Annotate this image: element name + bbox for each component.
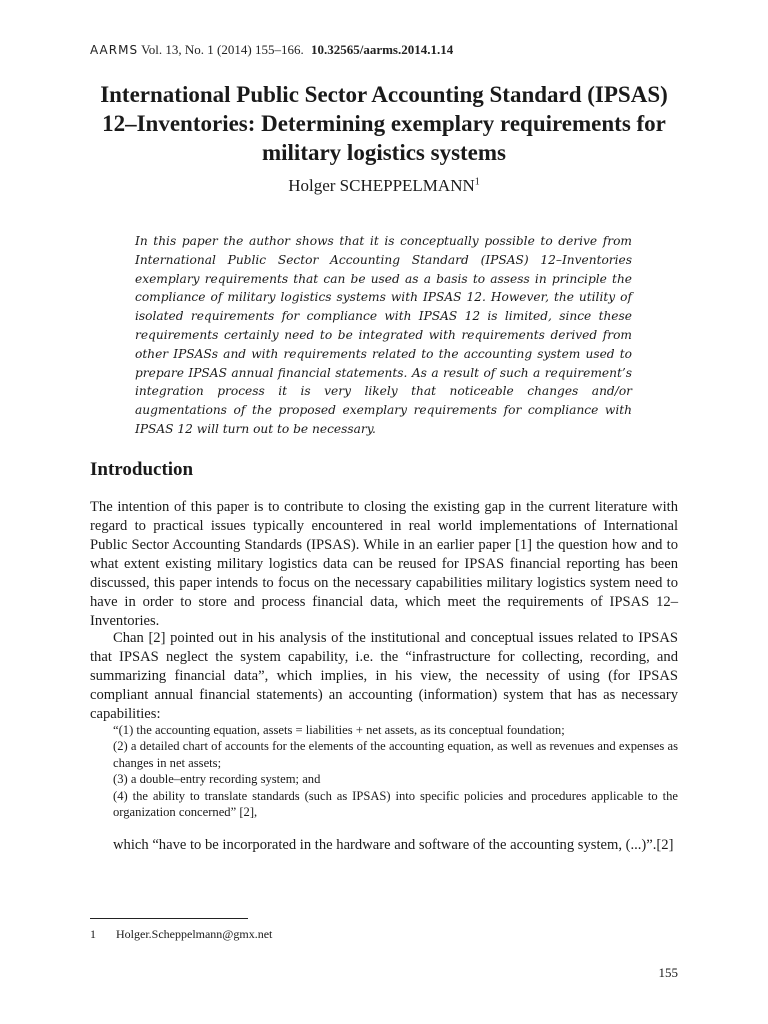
paper-title: International Public Sector Accounting Standard (IPSAS) 12–Inventories: Determining exemplary requirements for military logistics systems	[100, 82, 668, 165]
page-number: 155	[658, 965, 678, 980]
list-item: (4) the ability to translate standards (such as IPSAS) into specific policies and procedures applicable to the organization concerned” [2],	[113, 788, 678, 820]
list-item: (2) a detailed chart of accounts for the elements of the accounting equation, as well as revenues and expenses as changes in net assets;	[113, 739, 678, 770]
list-item: (3) a double–entry recording system; and	[113, 772, 321, 787]
footnote-number: 1	[90, 927, 96, 941]
paragraph-1: The intention of this paper is to contribute to closing the existing gap in the current literature with regard to practical issues typically encountered in real world implementations of International Public Sector Accounting Standards (IPSAS). While in an earlier paper [1] the question how and to what extent existing military logistics data can be reused for IPSAS financial reporting has been discussed, this paper intends to focus on the necessary capabilities military logistics system need to have in order to store and process financial data, which meet the requirements of IPSAS 12–Inventories.	[90, 499, 678, 629]
doi-link[interactable]: 10.32565/aarms.2014.1.14	[310, 42, 454, 57]
paragraph-3: which “have to be incorporated in the hardware and software of the accounting system, (...)”.[2]	[113, 837, 674, 853]
footnote	[90, 927, 272, 942]
journal-logo: AARMS	[90, 43, 139, 57]
author-name: Holger SCHEPPELMANN	[288, 176, 475, 195]
abstract: In this paper the author shows that it is conceptually possible to derive from International Public Sector Accounting Standard (IPSAS) 12–Inventories exemplary requirements that can be used as a basis to assess in principle the compliance of military logistics systems with IPSAS 12. However, the utility of isolated requirements for compliance with IPSAS 12 is limited, since these requirements certainly need to be integrated with requirements derived from other IPSASs and with requirements related to the accounting system used to prepare IPSAS annual financial statements. As a result of such a requirement’s integration process it is very likely that noticeable changes and/or augmentations of the proposed exemplary requirements for compliance with IPSAS 12 will turn out to be necessary.	[135, 234, 632, 436]
running-header	[90, 42, 453, 58]
section-heading: Introduction	[90, 459, 194, 480]
journal-citation: Vol. 13, No. 1 (2014) 155–166.	[141, 42, 304, 57]
paragraph-2: Chan [2] pointed out in his analysis of the institutional and conceptual issues related to IPSAS that IPSAS neglect the system capability, i.e. the “infrastructure for collecting, recording, and summarizing financial data”, which implies, in his view, the necessity of using (for IPSAS compliant annual financial statements) an accounting (information) system that has as necessary capabilities:	[90, 630, 678, 722]
list-item: “(1) the accounting equation, assets = liabilities + net assets, as its conceptual foundation;	[113, 723, 565, 737]
footnote-email[interactable]: Holger.Scheppelmann@gmx.net	[116, 927, 273, 941]
author-line	[90, 176, 678, 196]
footnote-divider	[90, 918, 248, 919]
quoted-capabilities-list	[113, 722, 678, 820]
author-footnote-marker[interactable]: 1	[474, 176, 480, 188]
